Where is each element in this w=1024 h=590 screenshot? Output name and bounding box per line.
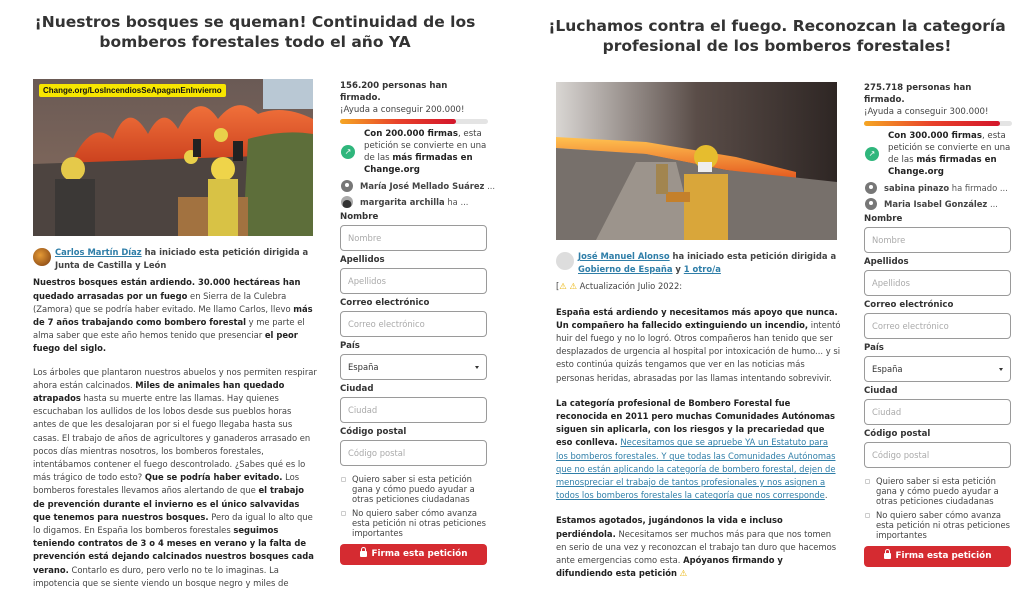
author-avatar xyxy=(556,252,574,270)
country-select[interactable] xyxy=(864,356,1011,382)
conjunction: y xyxy=(672,264,684,275)
sign-petition-button[interactable]: Firma esta petición xyxy=(864,546,1011,567)
warning-icon: ⚠ ⚠ xyxy=(559,281,577,292)
user-icon xyxy=(865,198,877,210)
label-city: Ciudad xyxy=(864,386,898,396)
story-link[interactable]: Necesitamos que se apruebe YA un Estatuto para los bomberos forestales. Y que todas las Comunidades Autónomas que no están aplicando la categoría de bombero forestal, dejen de menospreciar el trabajo de tantos profesionales y nos asignen a todos los bomberos forestales la categoría que nos corresponde xyxy=(556,437,836,501)
signature-progress-bar xyxy=(864,121,1012,126)
opt-in-radio[interactable]: Quiero saber si esta petición gana y cómo puedo ayudar a otras peticiones ciudadanas xyxy=(864,476,1012,506)
user-icon xyxy=(865,182,877,194)
recent-signer: Maria Isabel González ... xyxy=(864,198,1012,210)
label-apellidos: Apellidos xyxy=(340,255,385,265)
opt-out-radio[interactable]: No quiero saber cómo avanza esta petición ni otras peticiones importantes xyxy=(340,508,488,538)
country-value: España xyxy=(348,362,379,372)
label-postal: Código postal xyxy=(340,427,407,437)
label-apellidos: Apellidos xyxy=(864,257,909,267)
radio-icon xyxy=(341,477,346,482)
label-nombre: Nombre xyxy=(340,212,379,222)
lock-icon xyxy=(360,551,367,557)
label-country: País xyxy=(864,343,884,353)
petition-left xyxy=(0,0,512,588)
radio-icon xyxy=(341,511,346,516)
petition-photo xyxy=(33,79,313,236)
signature-progress-bar xyxy=(340,119,488,124)
label-postal: Código postal xyxy=(864,429,931,439)
warning-icon: ⚠ xyxy=(676,568,688,579)
user-avatar xyxy=(341,196,353,208)
radio-icon xyxy=(865,513,870,518)
label-city: Ciudad xyxy=(340,384,374,394)
author-line xyxy=(556,250,842,276)
sign-sidebar xyxy=(864,82,1012,567)
sign-form xyxy=(864,214,1012,567)
postal-code-input[interactable]: Código postal xyxy=(340,440,487,466)
author-avatar xyxy=(33,248,51,266)
story-paragraph: España está ardiendo y necesitamos más apoyo que nunca. Un compañero ha fallecido extinguiendo un incendio, intentó huir del fuego y no lo logró. Otros compañeros han tenido que ser desplazados de urgencia al hospital por intoxicación de humo... y si esto continúa quizás tengamos que ver en las noticias más personas heridas, abrasadas por las llamas intentando sobrevivir. xyxy=(556,306,841,383)
firefighter-image xyxy=(556,82,837,240)
author-line xyxy=(33,246,317,272)
opt-out-radio[interactable]: No quiero saber cómo avanza esta petición ni otras peticiones importantes xyxy=(864,510,1012,540)
label-country: País xyxy=(340,341,360,351)
country-value: España xyxy=(872,364,903,374)
chevron-down-icon xyxy=(475,366,479,369)
milestone-note: ↗ Con 200.000 firmas, esta petición se convierte en una de las más firmadas en Change.org xyxy=(340,128,488,176)
petition-photo xyxy=(556,82,837,240)
trending-up-icon: ↗ xyxy=(341,145,355,159)
recent-signer: margarita archilla ha ... xyxy=(340,196,488,208)
last-name-input[interactable]: Apellidos xyxy=(864,270,1011,296)
first-name-input[interactable]: Nombre xyxy=(340,225,487,251)
recent-signer: María José Mellado Suárez ... xyxy=(340,180,488,192)
lock-icon xyxy=(884,553,891,559)
story-paragraph: Nuestros bosques están ardiendo. 30.000 hectáreas han quedado arrasadas por un fuego en Sierra de la Culebra (Zamora) que se podría haber evitado. Me llamo Carlos, llevo más de 7 años trabajando como bombero forestal y me parte el alma saber que este año hemos tenido que presenciar el peor fuego del siglo. xyxy=(33,277,313,354)
label-email: Correo electrónico xyxy=(864,300,954,310)
target-link[interactable]: Gobierno de España xyxy=(578,264,673,275)
update-line: [⚠ ⚠ Actualización Julio 2022: xyxy=(556,281,683,292)
story-paragraph: Estamos agotados, jugándonos la vida e incluso perdiéndola. Necesitamos ser muchos más para que nos tomen en serio de una vez y reconozcan el trabajo tan duro que hacemos ante emergencias como esta. Apóyanos firmando y difundiendo esta petición ⚠ xyxy=(556,515,837,579)
opt-in-radio[interactable]: Quiero saber si esta petición gana y cómo puedo ayudar a otras peticiones ciudadanas xyxy=(340,474,488,504)
chevron-down-icon xyxy=(999,368,1003,371)
last-name-input[interactable]: Apellidos xyxy=(340,268,487,294)
photo-caption: Change.org/LosIncendiosSeApaganEnInvierno xyxy=(39,84,226,97)
author-link[interactable]: Carlos Martín Díaz xyxy=(55,247,142,257)
author-link[interactable]: José Manuel Alonso xyxy=(578,251,670,261)
story-paragraph: Los árboles que plantaron nuestros abuelos y nos permiten respirar ahora están calcinados. Miles de animales han quedado atrapados hasta su muerte entre las llamas. Hay quienes escuchaban los aullidos de los lobos desde sus pueblos horas antes de que les desalojaran por si el fuego llegaba hasta sus casas. El trabajo de años de agricultores y ganaderos arrasado en pocos días mientras nosotros, los bomberos forestales, intentábamos contener el fuego descontrolado. ¿Sabes qué es lo más trágico de todo esto? Que se podría haber evitado. Los bomberos forestales llevamos años alertando de que el trabajo de prevención durante el invierno es el único salvavidas que tenemos para nuestros bosques. Pero da igual lo alto que lo digamos. En España los bomberos forestales seguimos teniendo contratos de 3 o 4 meses en verano y la falta de prevención está dejando calcinados nuestros bosques cada verano. Contarlo es duro, pero verlo no te lo imaginas. La impotencia que se siente viendo un bosque negro y miles de xyxy=(33,366,317,588)
petition-story xyxy=(33,246,317,590)
story-paragraph: La categoría profesional de Bombero Forestal fue reconocida en 2011 pero muchas Comunidades Autónomas siguen sin aplicarla, con los riesgos y la precariedad que eso conlleva. Necesitamos que se apruebe YA un Estatuto para los bomberos forestales. Y que todas las Comunidades Autónomas que no están aplicando la categoría de bombero forestal, dejen de menospreciar el trabajo de tantos profesionales y nos asignen a todos los bomberos forestales la categoría que nos corresponde. xyxy=(556,397,836,501)
progress-fill xyxy=(864,121,1000,126)
city-input[interactable]: Ciudad xyxy=(864,399,1011,425)
other-targets-link[interactable]: 1 otro/a xyxy=(683,264,721,275)
postal-code-input[interactable]: Código postal xyxy=(864,442,1011,468)
petition-story xyxy=(556,250,842,580)
signature-goal: ¡Ayuda a conseguir 200.000! xyxy=(340,105,465,115)
author-text: ha iniciado esta petición dirigida a xyxy=(669,251,837,261)
sign-sidebar xyxy=(340,80,496,565)
user-icon xyxy=(341,180,353,192)
radio-icon xyxy=(865,479,870,484)
signature-count: 156.200 personas han firmado. xyxy=(340,81,448,103)
trending-up-icon: ↗ xyxy=(865,147,879,161)
author-text: ha iniciado esta petición dirigida a Junta de Castilla y León xyxy=(55,247,309,271)
sign-petition-button[interactable]: Firma esta petición xyxy=(340,544,487,565)
label-nombre: Nombre xyxy=(864,214,903,224)
signature-goal: ¡Ayuda a conseguir 300.000! xyxy=(864,107,989,117)
sign-form xyxy=(340,212,488,565)
email-input[interactable]: Correo electrónico xyxy=(864,313,1011,339)
country-select[interactable] xyxy=(340,354,487,380)
city-input[interactable]: Ciudad xyxy=(340,397,487,423)
signature-count: 275.718 personas han firmado. xyxy=(864,83,972,105)
email-input[interactable]: Correo electrónico xyxy=(340,311,487,337)
label-email: Correo electrónico xyxy=(340,298,430,308)
petition-title: ¡Luchamos contra el fuego. Reconozcan la categoría profesional de los bomberos forestales! xyxy=(548,17,1006,55)
recent-signer: sabina pinazo ha firmado ... xyxy=(864,182,1012,194)
petition-right xyxy=(512,0,1024,579)
milestone-note: ↗ Con 300.000 firmas, esta petición se convierte en una de las más firmadas en Change.org xyxy=(864,130,1012,178)
firefighters-image xyxy=(33,79,313,236)
progress-fill xyxy=(340,119,456,124)
petition-title: ¡Nuestros bosques se queman! Continuidad de los bomberos forestales todo el año YA xyxy=(34,13,476,51)
first-name-input[interactable]: Nombre xyxy=(864,227,1011,253)
